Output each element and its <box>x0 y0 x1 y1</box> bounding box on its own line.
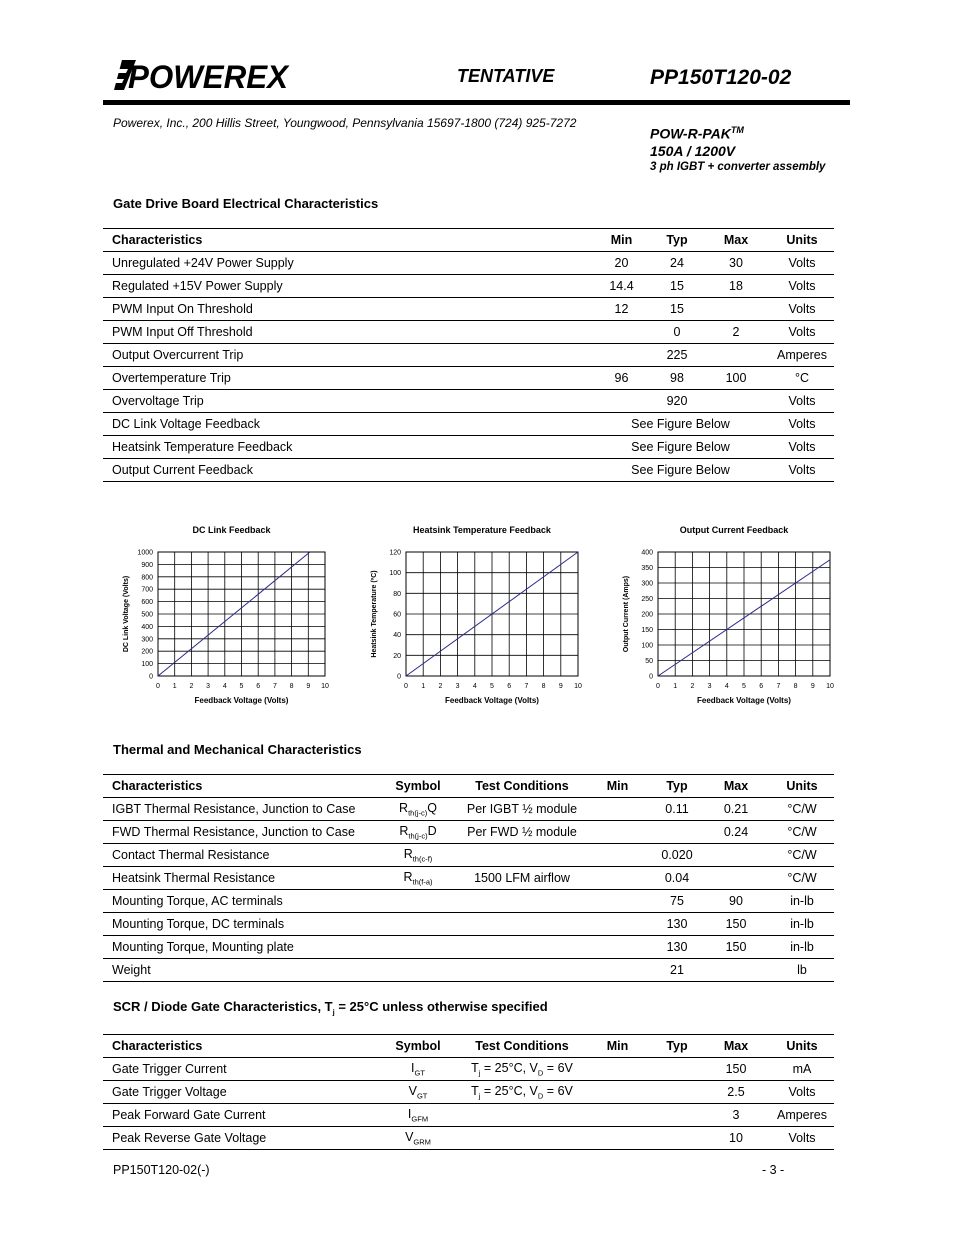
x-tick-label: 1 <box>172 683 177 690</box>
cell-name: Overvoltage Trip <box>103 390 591 413</box>
table-row <box>103 413 834 436</box>
chart-output-current-feedback <box>610 518 842 712</box>
cell-symbol: $I_{GT}$ <box>375 1058 461 1081</box>
cell-name: Overtemperature Trip <box>103 367 591 390</box>
y-tick-label: 400 <box>141 623 153 631</box>
cell-symbol: $V_{GT}$ <box>375 1081 461 1104</box>
thermal-title: Thermal and Mechanical Characteristics <box>113 742 362 757</box>
table-row <box>103 798 834 821</box>
x-tick-label: 10 <box>321 683 329 690</box>
y-tick-label: 250 <box>641 596 653 603</box>
scr-title: SCR / Diode Gate Characteristics, $T_j = 25^\circ C$ unless otherwise specified <box>113 999 548 1017</box>
cell-units: Volts <box>770 275 834 298</box>
cell-cond: 1500 LFM airflow <box>461 867 583 890</box>
cell-typ: 15 <box>652 275 702 298</box>
cell-name: Heatsink Thermal Resistance <box>103 867 375 890</box>
y-tick-label: 0 <box>397 673 401 681</box>
table-row <box>103 1127 834 1150</box>
cell-typ: 0 <box>652 321 702 344</box>
cell-symbol: $R_{th(j-c)}Q$ <box>375 798 461 821</box>
x-tick-label: 9 <box>306 683 311 690</box>
cell-units: Amperes <box>770 344 834 367</box>
chart-dc-link-feedback <box>108 518 340 712</box>
cell-max <box>702 298 770 321</box>
cell-units: Volts <box>770 1081 834 1104</box>
cell-units: °C/W <box>770 798 834 821</box>
cell-value: See Figure Below <box>591 459 770 482</box>
cell-max: 150 <box>702 936 770 959</box>
cell-max: 150 <box>702 913 770 936</box>
cell-typ: 0.04 <box>652 867 702 890</box>
x-tick-label: 3 <box>455 683 460 690</box>
cell-min <box>583 1104 652 1127</box>
cell-symbol: $R_{th(j-c)}D$ <box>375 821 461 844</box>
cell-cond <box>461 936 583 959</box>
cell-max <box>702 344 770 367</box>
x-tick-label: 7 <box>524 683 529 690</box>
y-tick-label: 80 <box>393 590 401 598</box>
cell-symbol: $V_{GRM}$ <box>375 1127 461 1150</box>
table-row <box>103 936 834 959</box>
cell-min <box>583 798 652 821</box>
table-row <box>103 959 834 982</box>
column-header: Characteristics <box>103 229 591 252</box>
y-tick-label: 60 <box>393 611 401 619</box>
cell-min <box>591 344 652 367</box>
x-tick-label: 8 <box>541 683 546 690</box>
cell-units: Amperes <box>770 1104 834 1127</box>
cell-typ: 98 <box>652 367 702 390</box>
y-tick-label: 150 <box>641 627 653 634</box>
column-header: Min <box>583 775 652 798</box>
column-header: Characteristics <box>103 775 375 798</box>
cell-typ: 24 <box>652 252 702 275</box>
cell-min: 96 <box>591 367 652 390</box>
table-row <box>103 913 834 936</box>
x-tick-label: 10 <box>826 683 834 690</box>
trademark: TM <box>730 125 744 135</box>
footer-doc-id: PP150T120-02(-) <box>113 1163 210 1177</box>
column-header: Units <box>770 775 834 798</box>
product-rating: 150A / 1200V <box>650 142 736 159</box>
cell-max: 10 <box>702 1127 770 1150</box>
cell-name: Mounting Torque, Mounting plate <box>103 936 375 959</box>
cell-typ <box>652 821 702 844</box>
cell-name: Output Overcurrent Trip <box>103 344 591 367</box>
y-tick-label: 500 <box>141 611 153 619</box>
cell-min <box>591 321 652 344</box>
cell-max: 30 <box>702 252 770 275</box>
column-header: Test Conditions <box>461 775 583 798</box>
x-tick-label: 1 <box>421 683 426 690</box>
table-header-row <box>103 1035 834 1058</box>
cell-name: Mounting Torque, DC terminals <box>103 913 375 936</box>
footer-page-number: - 3 - <box>762 1163 785 1177</box>
x-axis-label: Feedback Voltage (Volts) <box>194 696 289 705</box>
table-row <box>103 344 834 367</box>
scr-table <box>103 1034 834 1150</box>
cell-typ <box>652 1058 702 1081</box>
column-header: Max <box>702 1035 770 1058</box>
x-tick-label: 9 <box>558 683 563 690</box>
cell-name: Heatsink Temperature Feedback <box>103 436 591 459</box>
thermal-table <box>103 774 834 982</box>
cell-cond: Per IGBT ½ module <box>461 798 583 821</box>
y-tick-label: 600 <box>141 599 153 607</box>
table-row <box>103 298 834 321</box>
y-axis-label: Output Current (Amps) <box>623 575 630 653</box>
table-row <box>103 367 834 390</box>
x-tick-label: 0 <box>404 683 408 690</box>
x-tick-label: 0 <box>656 683 660 690</box>
cell-name: IGBT Thermal Resistance, Junction to Case <box>103 798 375 821</box>
cell-value: See Figure Below <box>591 436 770 459</box>
y-axis-label: DC Link Voltage (Volts) <box>123 575 130 653</box>
y-tick-label: 300 <box>141 636 153 644</box>
x-tick-label: 8 <box>289 683 294 690</box>
cell-name: Output Current Feedback <box>103 459 591 482</box>
cell-symbol: $R_{th(c-f)}$ <box>375 844 461 867</box>
cell-units: Volts <box>770 436 834 459</box>
cell-max: 150 <box>702 1058 770 1081</box>
table-row <box>103 867 834 890</box>
table-row <box>103 252 834 275</box>
cell-typ: 15 <box>652 298 702 321</box>
cell-cond <box>461 844 583 867</box>
cell-cond <box>461 959 583 982</box>
x-tick-label: 6 <box>507 683 512 690</box>
x-tick-label: 2 <box>690 683 695 690</box>
cell-name: Contact Thermal Resistance <box>103 844 375 867</box>
cell-min <box>583 1127 652 1150</box>
column-header: Min <box>591 229 652 252</box>
cell-max: 18 <box>702 275 770 298</box>
column-header: Typ <box>652 229 702 252</box>
y-tick-label: 1000 <box>137 549 153 557</box>
cell-name: Mounting Torque, AC terminals <box>103 890 375 913</box>
cell-units: °C/W <box>770 844 834 867</box>
cell-symbol <box>375 913 461 936</box>
table-row <box>103 890 834 913</box>
y-tick-label: 100 <box>141 661 153 669</box>
x-tick-label: 6 <box>759 683 764 690</box>
table-row <box>103 1104 834 1127</box>
cell-value: See Figure Below <box>591 413 770 436</box>
cell-cond <box>461 1104 583 1127</box>
gate-drive-table <box>103 228 834 482</box>
part-number: PP150T120-02 <box>650 66 792 89</box>
y-tick-label: 120 <box>389 549 401 557</box>
cell-max: 90 <box>702 890 770 913</box>
cell-min <box>583 821 652 844</box>
y-tick-label: 800 <box>141 574 153 582</box>
cell-name: Unregulated +24V Power Supply <box>103 252 591 275</box>
cell-symbol: $I_{GFM}$ <box>375 1104 461 1127</box>
cell-units: Volts <box>770 252 834 275</box>
cell-units: Volts <box>770 390 834 413</box>
y-axis-label: Heatsink Temperature (ºC) <box>371 570 378 658</box>
x-tick-label: 7 <box>776 683 781 690</box>
y-tick-label: 40 <box>393 632 401 640</box>
cell-typ: 0.11 <box>652 798 702 821</box>
cell-typ <box>652 1104 702 1127</box>
cell-min <box>583 913 652 936</box>
column-header: Typ <box>652 775 702 798</box>
x-axis-label: Feedback Voltage (Volts) <box>697 696 791 705</box>
cell-max: 0.24 <box>702 821 770 844</box>
tentative-label: TENTATIVE <box>457 66 555 86</box>
gate-drive-title: Gate Drive Board Electrical Characteristics <box>113 196 379 211</box>
y-tick-label: 50 <box>645 658 653 665</box>
cell-name: FWD Thermal Resistance, Junction to Case <box>103 821 375 844</box>
y-tick-label: 400 <box>641 549 653 557</box>
company-address: Powerex, Inc., 200 Hillis Street, Youngwood, Pennsylvania 15697-1800 (724) 925-7272 <box>113 116 577 130</box>
product-description: 3 ph IGBT + converter assembly <box>650 160 826 173</box>
x-tick-label: 5 <box>239 683 244 690</box>
cell-cond: Per FWD ½ module <box>461 821 583 844</box>
table-row <box>103 821 834 844</box>
table-row <box>103 844 834 867</box>
cell-name: PWM Input On Threshold <box>103 298 591 321</box>
y-tick-label: 700 <box>141 586 153 594</box>
x-tick-label: 2 <box>189 683 194 690</box>
cell-min <box>583 959 652 982</box>
cell-min <box>583 844 652 867</box>
cell-units: Volts <box>770 413 834 436</box>
y-tick-label: 900 <box>141 561 153 569</box>
cell-max <box>702 390 770 413</box>
cell-name: Gate Trigger Voltage <box>103 1081 375 1104</box>
cell-typ: 130 <box>652 913 702 936</box>
cell-cond <box>461 913 583 936</box>
column-header: Characteristics <box>103 1035 375 1058</box>
cell-units: Volts <box>770 459 834 482</box>
cell-max: 2 <box>702 321 770 344</box>
logo-wordmark: POWEREX <box>128 59 290 92</box>
x-tick-label: 4 <box>222 683 227 690</box>
cell-max: 3 <box>702 1104 770 1127</box>
cell-units: in-lb <box>770 936 834 959</box>
powerex-logo <box>114 58 290 92</box>
cell-symbol <box>375 890 461 913</box>
cell-name: Weight <box>103 959 375 982</box>
table-header-row <box>103 775 834 798</box>
cell-typ: 225 <box>652 344 702 367</box>
cell-min <box>583 890 652 913</box>
column-header: Min <box>583 1035 652 1058</box>
product-name: POW-R-PAK <box>650 125 731 142</box>
column-header: Symbol <box>375 1035 461 1058</box>
column-header: Symbol <box>375 775 461 798</box>
x-tick-label: 7 <box>272 683 277 690</box>
chart-heatsink-temperature-feedback <box>358 518 590 712</box>
cell-typ <box>652 1081 702 1104</box>
cell-name: Peak Forward Gate Current <box>103 1104 375 1127</box>
cell-units: Volts <box>770 321 834 344</box>
x-tick-label: 0 <box>156 683 160 690</box>
chart-title: Heatsink Temperature Feedback <box>413 525 551 535</box>
y-tick-label: 350 <box>641 565 653 572</box>
cell-min <box>591 390 652 413</box>
x-tick-label: 5 <box>490 683 494 690</box>
cell-cond <box>461 1127 583 1150</box>
cell-units: mA <box>770 1058 834 1081</box>
cell-name: Peak Reverse Gate Voltage <box>103 1127 375 1150</box>
cell-max: 2.5 <box>702 1081 770 1104</box>
table-header-row <box>103 229 834 252</box>
y-tick-label: 100 <box>641 642 653 650</box>
x-tick-label: 6 <box>256 683 261 690</box>
cell-name: Regulated +15V Power Supply <box>103 275 591 298</box>
cell-name: PWM Input Off Threshold <box>103 321 591 344</box>
cell-max <box>702 959 770 982</box>
cell-name: DC Link Voltage Feedback <box>103 413 591 436</box>
cell-symbol: $R_{th(f-a)}$ <box>375 867 461 890</box>
table-row <box>103 275 834 298</box>
cell-max: 0.21 <box>702 798 770 821</box>
table-row <box>103 321 834 344</box>
y-tick-label: 200 <box>141 648 153 656</box>
cell-units: Volts <box>770 1127 834 1150</box>
chart-title: Output Current Feedback <box>679 525 789 535</box>
cell-min <box>583 1081 652 1104</box>
x-tick-label: 2 <box>438 683 443 690</box>
column-header: Test Conditions <box>461 1035 583 1058</box>
column-header: Max <box>702 775 770 798</box>
cell-typ: 0.020 <box>652 844 702 867</box>
table-row <box>103 1058 834 1081</box>
x-tick-label: 10 <box>574 683 582 690</box>
cell-typ: 920 <box>652 390 702 413</box>
cell-min: 14.4 <box>591 275 652 298</box>
x-tick-label: 8 <box>793 683 798 690</box>
x-tick-label: 5 <box>742 683 746 690</box>
table-row <box>103 436 834 459</box>
chart-title: DC Link Feedback <box>192 525 271 535</box>
y-tick-label: 300 <box>641 580 653 588</box>
table-row <box>103 390 834 413</box>
cell-min <box>583 936 652 959</box>
y-tick-label: 20 <box>393 652 401 660</box>
cell-symbol <box>375 959 461 982</box>
cell-max <box>702 867 770 890</box>
product-info <box>650 122 825 174</box>
x-axis-label: Feedback Voltage (Volts) <box>445 696 539 705</box>
cell-min: 12 <box>591 298 652 321</box>
cell-name: Gate Trigger Current <box>103 1058 375 1081</box>
column-header: Max <box>702 229 770 252</box>
column-header: Units <box>770 229 834 252</box>
cell-min: 20 <box>591 252 652 275</box>
header-rule <box>103 100 850 105</box>
cell-typ: 130 <box>652 936 702 959</box>
cell-typ: 75 <box>652 890 702 913</box>
cell-units: in-lb <box>770 890 834 913</box>
x-tick-label: 9 <box>810 683 815 690</box>
cell-units: Volts <box>770 298 834 321</box>
x-tick-label: 1 <box>673 683 678 690</box>
y-tick-label: 0 <box>149 673 153 681</box>
cell-max: 100 <box>702 367 770 390</box>
cell-cond: $T_j = 25^\circ C$, $V_D = 6V$ <box>461 1058 583 1081</box>
cell-typ <box>652 1127 702 1150</box>
cell-max <box>702 844 770 867</box>
table-row <box>103 459 834 482</box>
table-row <box>103 1081 834 1104</box>
cell-units: °C/W <box>770 821 834 844</box>
cell-units: °C <box>770 367 834 390</box>
y-tick-label: 0 <box>649 673 653 681</box>
x-tick-label: 4 <box>472 683 477 690</box>
column-header: Typ <box>652 1035 702 1058</box>
cell-symbol <box>375 936 461 959</box>
cell-cond <box>461 890 583 913</box>
cell-cond: $T_j = 25^\circ C$, $V_D = 6V$ <box>461 1081 583 1104</box>
y-tick-label: 200 <box>641 611 653 619</box>
cell-min <box>583 1058 652 1081</box>
x-tick-label: 4 <box>724 683 729 690</box>
x-tick-label: 3 <box>206 683 211 690</box>
cell-min <box>583 867 652 890</box>
x-tick-label: 3 <box>707 683 712 690</box>
cell-units: °C/W <box>770 867 834 890</box>
cell-units: lb <box>770 959 834 982</box>
cell-units: in-lb <box>770 913 834 936</box>
cell-typ: 21 <box>652 959 702 982</box>
column-header: Units <box>770 1035 834 1058</box>
y-tick-label: 100 <box>389 570 401 578</box>
